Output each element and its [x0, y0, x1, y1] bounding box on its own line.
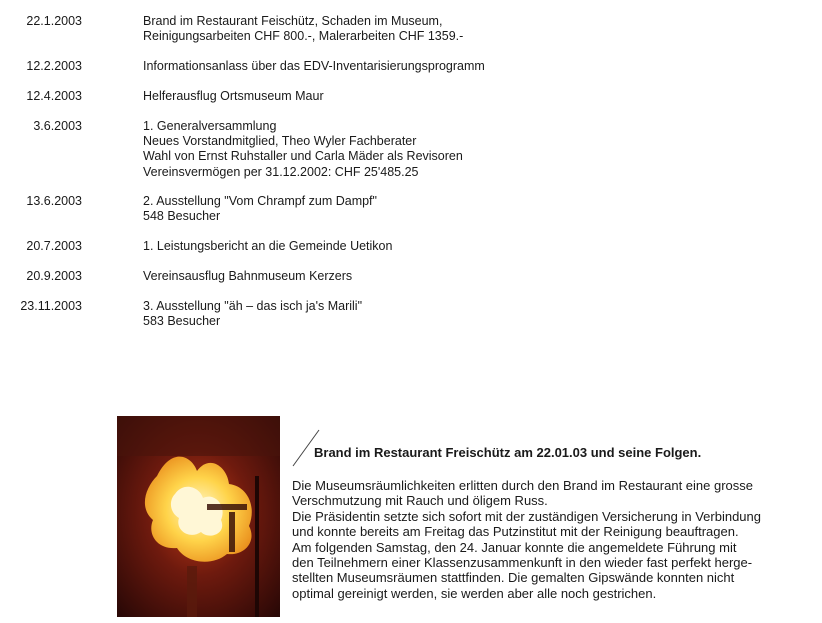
entry-line: Informationsanlass über das EDV-Inventarisierungsprogramm [143, 59, 485, 73]
article-line: Die Museumsräumlichkeiten erlitten durch den Brand im Restaurant eine grosse [292, 478, 753, 493]
article-line: Am folgenden Samstag, den 24. Januar konnte die angemeldete Führung mit [292, 539, 737, 555]
article-title: Brand im Restaurant Freischütz am 22.01.03 und seine Folgen. [314, 445, 702, 460]
article-line: und konnte bereits am Freitag das Putzinstitut mit der Reinigung beauftragen. [292, 524, 739, 540]
entry-line: Wahl von Ernst Ruhstaller und Carla Mäder als Revisoren [143, 149, 463, 164]
entry-line: Vereinsausflug Bahnmuseum Kerzers [143, 269, 353, 283]
entry-date: 12.4.2003 [26, 89, 82, 103]
entry-line: Reinigungsarbeiten CHF 800.-, Malerarbeiten CHF 1359.- [143, 29, 464, 44]
entry-date: 22.1.2003 [26, 14, 82, 28]
entry-line: 548 Besucher [143, 209, 221, 224]
entry-date: 23.11.2003 [20, 299, 82, 313]
entry-line: 3. Ausstellung "äh – das isch ja's Marili" [143, 299, 363, 313]
article-line: Verschmutzung mit Rauch und öligem Russ. [292, 493, 548, 509]
entry-text [143, 269, 352, 284]
entry-line: 583 Besucher [143, 314, 221, 329]
entry-line: Vereinsvermögen per 31.12.2002: CHF 25'485.25 [143, 164, 419, 179]
article-line: den Teilnehmern einer Klassenzusammenkunft in den wieder fast perfekt herge- [292, 555, 753, 571]
fire-image [117, 416, 280, 617]
entry-line: Brand im Restaurant Feischütz, Schaden im Museum, [143, 14, 443, 28]
article-line: optimal gereinigt werden, sie werden aber alle noch gestrichen. [292, 585, 657, 601]
entry-date: 20.9.2003 [26, 269, 82, 283]
entry-text [143, 194, 377, 224]
entry-date: 3.6.2003 [33, 119, 82, 133]
article-line: stellten Museumsräumen stattfinden. Die gemalten Gipswände konnten nicht [292, 570, 735, 586]
entry-date: 12.2.2003 [26, 59, 82, 73]
entry-text [143, 239, 392, 254]
entry-date: 20.7.2003 [26, 239, 82, 253]
entry-date: 13.6.2003 [26, 194, 82, 208]
entry-line: 1. Generalversammlung [143, 119, 277, 133]
entry-line: 1. Leistungsbericht an die Gemeinde Uetikon [143, 239, 393, 253]
entry-line: 2. Ausstellung "Vom Chrampf zum Dampf" [143, 194, 377, 208]
entry-line: Helferausflug Ortsmuseum Maur [143, 89, 324, 103]
entry-text [143, 59, 485, 74]
entry-text [143, 14, 463, 44]
fire-photo [117, 416, 280, 617]
article-body [292, 478, 817, 601]
entry-line: Neues Vorstandmitglied, Theo Wyler Fachberater [143, 134, 417, 149]
entry-text [143, 299, 362, 329]
entry-text [143, 89, 324, 104]
article-line: Die Präsidentin setzte sich sofort mit der zuständigen Versicherung in Verbindung [292, 508, 761, 524]
entry-text [143, 119, 463, 180]
